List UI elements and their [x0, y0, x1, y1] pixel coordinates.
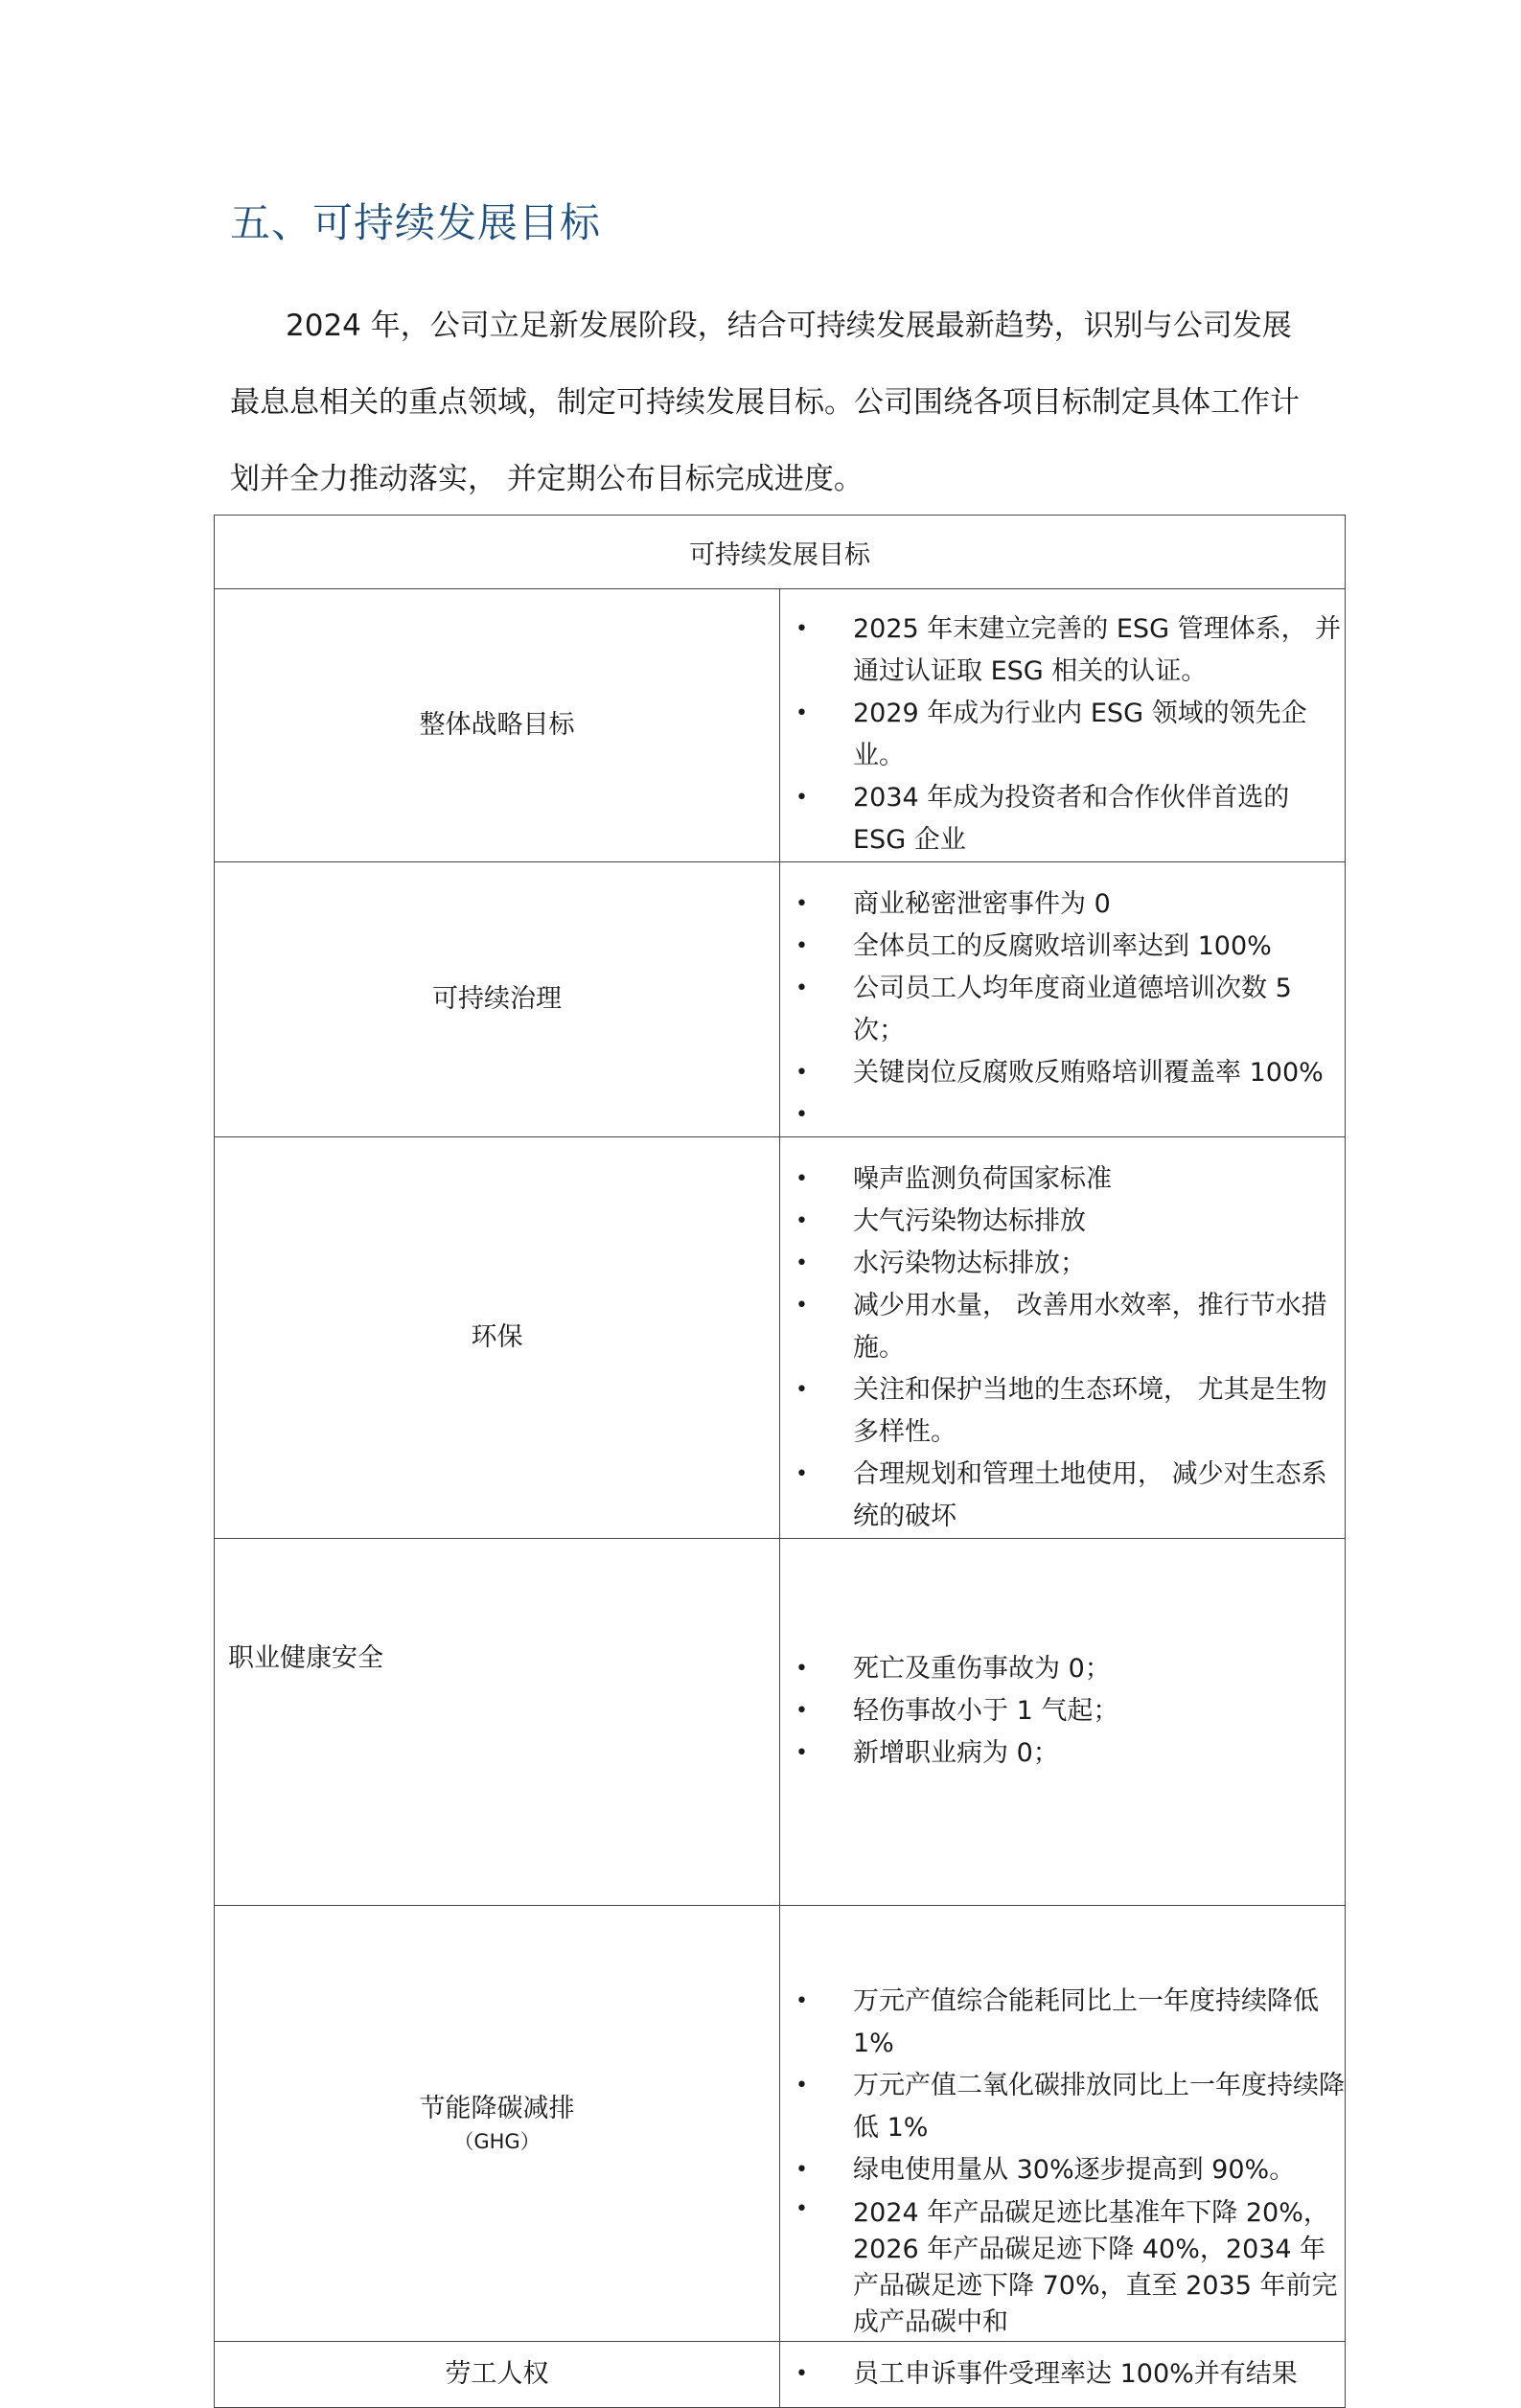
- table-row: [215, 1137, 1346, 1539]
- table-header-row: [215, 516, 1346, 589]
- goal-item: • 水污染物达标排放；: [780, 1243, 1345, 1285]
- table-row: [215, 862, 1346, 1137]
- goal-item: • 噪声监测负荷国家标准: [780, 1158, 1345, 1201]
- items-cell: [780, 1539, 1346, 1906]
- goal-item: • 2024 年产品碳足迹比基准年下降 20%， 2026 年产品碳足迹下降 40%，2034 年产品碳足迹下降 70%，直至 2035 年前完成产品碳中和: [780, 2191, 1345, 2341]
- goal-list: [780, 1137, 1345, 1538]
- goal-item: • 合理规划和管理土地使用， 减少对生态系统的破坏: [780, 1454, 1345, 1538]
- goal-list: [780, 1906, 1345, 2341]
- category-cell: 职业健康安全: [215, 1539, 780, 1906]
- goal-item: • 2029 年成为行业内 ESG 领域的领先企业。: [780, 693, 1345, 777]
- goal-list: [780, 862, 1345, 1136]
- goal-item: • 公司员工人均年度商业道德培训次数 5 次；: [780, 968, 1345, 1052]
- items-cell: [780, 589, 1346, 862]
- table-row: [215, 2342, 1346, 2408]
- goal-item: • 轻伤事故小于 1 气起；: [780, 1690, 1345, 1732]
- goal-item: • 2025 年末建立完善的 ESG 管理体系， 并通过认证取 ESG 相关的认证。: [780, 608, 1345, 693]
- table-title: 可持续发展目标: [215, 516, 1346, 589]
- category-label: 节能降碳减排: [419, 2094, 575, 2123]
- category-cell: 整体战略目标: [215, 589, 780, 862]
- items-cell: [780, 862, 1346, 1137]
- goal-item: • 大气污染物达标排放: [780, 1201, 1345, 1243]
- goal-item: • 2034 年成为投资者和合作伙伴首选的 ESG 企业: [780, 777, 1345, 861]
- goal-item: • 万元产值二氧化碳排放同比上一年度持续降低 1%: [780, 2065, 1345, 2149]
- goal-list: [780, 1539, 1345, 1775]
- category-cell: 环保: [215, 1137, 780, 1539]
- sustainability-goals-table: [214, 515, 1346, 2408]
- goal-list: [780, 589, 1345, 861]
- goal-item: • 商业秘密泄密事件为 0: [780, 883, 1345, 926]
- intro-paragraph: 2024 年，公司立足新发展阶段，结合可持续发展最新趋势，识别与公司发展最息息相关的重点领域，制定可持续发展目标。公司围绕各项目标制定具体工作计划并全力推动落实， 并定期公布目标完成进度。: [230, 309, 1300, 496]
- table-row: [215, 1539, 1346, 1906]
- goal-item: • 关键岗位反腐败反贿赂培训覆盖率 100%: [780, 1052, 1345, 1094]
- table-row: [215, 1906, 1346, 2342]
- goal-item: • 员工申诉事件受理率达 100%并有结果: [780, 2353, 1345, 2396]
- goal-list: [780, 2353, 1345, 2396]
- goal-item: • 全体员工的反腐败培训率达到 100%: [780, 926, 1345, 968]
- goal-item-empty: [780, 1094, 1345, 1136]
- goal-item: • 关注和保护当地的生态环境， 尤其是生物多样性。: [780, 1369, 1345, 1454]
- table-row: [215, 589, 1346, 862]
- section-heading: 五、可持续发展目标: [230, 199, 602, 246]
- goal-item: • 绿电使用量从 30%逐步提高到 90%。: [780, 2149, 1345, 2191]
- items-cell: [780, 1137, 1346, 1539]
- goal-item: • 减少用水量， 改善用水效率，推行节水措施。: [780, 1285, 1345, 1369]
- category-cell: [215, 1906, 780, 2342]
- items-cell: [780, 2342, 1346, 2408]
- goal-item: • 万元产值综合能耗同比上一年度持续降低 1%: [780, 1981, 1345, 2065]
- category-sublabel: （GHG）: [453, 2130, 541, 2153]
- category-cell: 劳工人权: [215, 2342, 780, 2408]
- items-cell: [780, 1906, 1346, 2342]
- goal-item: • 死亡及重伤事故为 0；: [780, 1648, 1345, 1690]
- category-cell: 可持续治理: [215, 862, 780, 1137]
- goal-item: • 新增职业病为 0；: [780, 1732, 1345, 1775]
